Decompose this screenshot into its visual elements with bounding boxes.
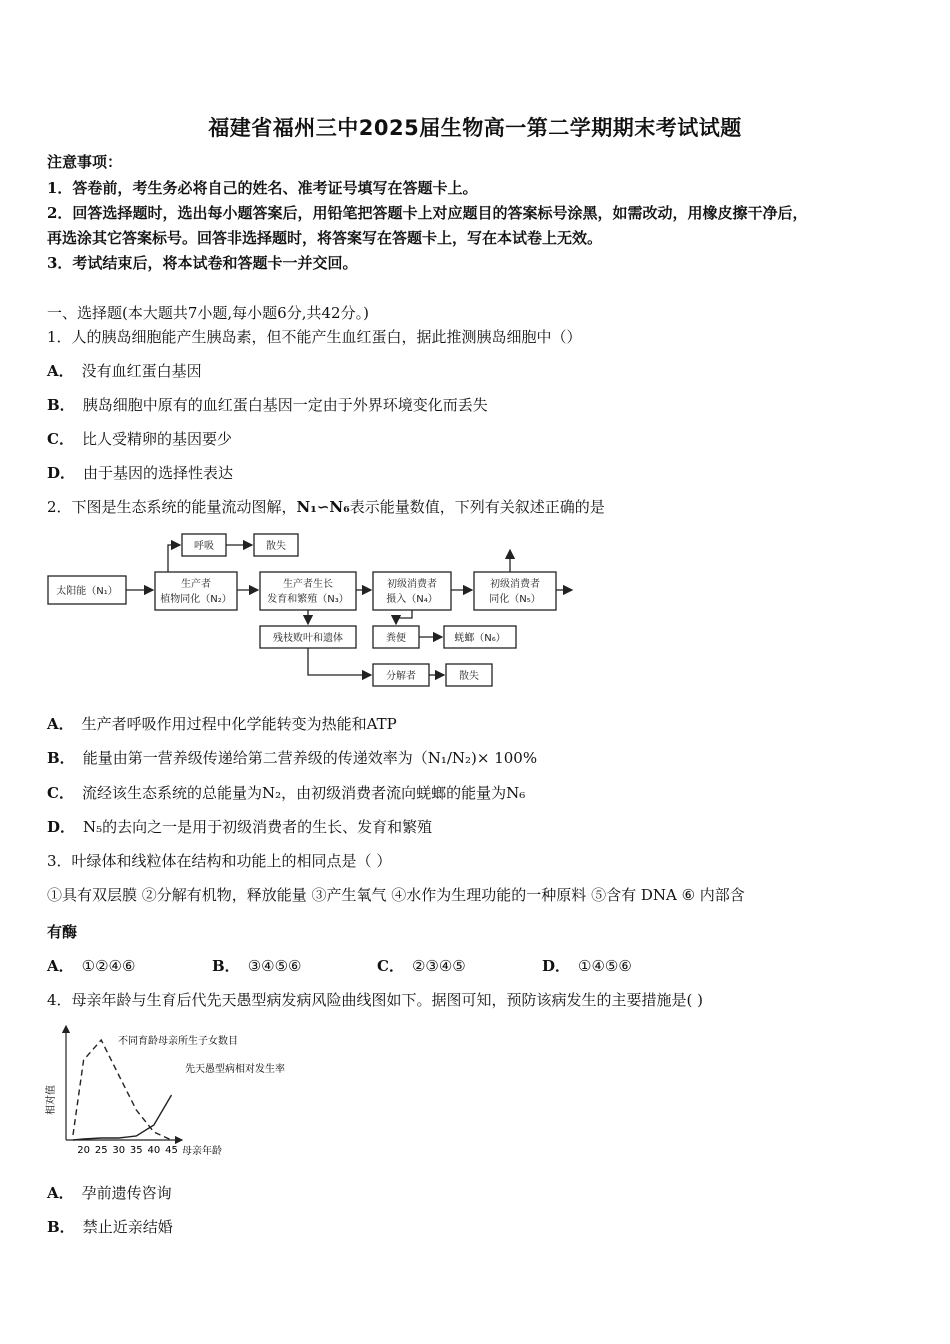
option-key: C．	[47, 430, 74, 448]
label-intake-2: 摄入（N₄）	[386, 594, 438, 605]
option-text: 比人受精卵的基因要少	[81, 430, 232, 448]
option-text: 生产者呼吸作用过程中化学能转变为热能和ATP	[81, 715, 397, 733]
q4-option-b[interactable]	[47, 1217, 173, 1237]
q3-option-a[interactable]	[47, 956, 135, 976]
option-text: ①④⑤⑥	[578, 957, 632, 975]
q4-option-a[interactable]	[47, 1183, 172, 1203]
option-text: 能量由第一营养级传递给第二营养级的传递效率为（N₁/N₂)× 100%	[82, 749, 538, 767]
option-key: A．	[47, 957, 74, 975]
label-producer-2: 植物同化（N₂）	[160, 594, 232, 605]
question-3-stem: 3．叶绿体和线粒体在结构和功能上的相同点是（ ）	[47, 852, 392, 870]
label-decomposer: 分解者	[386, 671, 416, 682]
q2-option-b[interactable]	[47, 748, 537, 768]
option-key: B．	[212, 957, 240, 975]
q3-option-d[interactable]	[542, 956, 632, 976]
page-title: 福建省福州三中2025届生物高一第二学期期末考试试题	[208, 116, 742, 140]
label-producer-1: 生产者	[181, 579, 211, 590]
q3-option-b[interactable]	[212, 956, 301, 976]
q2-option-c[interactable]	[47, 783, 525, 803]
series-label-births: 不同育龄母亲所生子女数目	[118, 1036, 238, 1047]
stem-part: 2．下图是生态系统的能量流动图解，	[47, 498, 297, 516]
question-1-stem: 1．人的胰岛细胞能产生胰岛素，但不能产生血红蛋白，据此推测胰岛细胞中（）	[47, 328, 582, 346]
q1-option-d[interactable]	[47, 463, 233, 483]
notice-item: 3．考试结束后，将本试卷和答题卡一并交回。	[47, 254, 358, 272]
label-dung-beetle: 蜣螂（N₆）	[454, 633, 506, 644]
label-dissipate-2: 散失	[459, 671, 479, 682]
q3-option-c[interactable]	[377, 956, 466, 976]
q1-option-c[interactable]	[47, 429, 232, 449]
option-key: C．	[47, 784, 74, 802]
q2-option-a[interactable]	[47, 714, 397, 734]
option-key: A．	[47, 715, 74, 733]
label-sun: 太阳能（N₁）	[56, 586, 118, 597]
stem-symbol: N₁∽N₆	[296, 498, 350, 516]
option-text: ③④⑤⑥	[247, 957, 302, 975]
y-axis-label: 相对值	[46, 1085, 57, 1115]
option-text: 流经该生态系统的总能量为N₂，由初级消费者流向蜣螂的能量为N₆	[81, 784, 526, 802]
label-dissipate-1: 散失	[266, 541, 286, 552]
option-key: D．	[47, 818, 76, 836]
label-assim-1: 初级消费者	[490, 579, 540, 590]
option-key: D．	[542, 957, 571, 975]
question-2-stem	[47, 497, 605, 517]
option-text: 没有血红蛋白基因	[81, 362, 202, 380]
q3-items-cont: 有酶	[47, 923, 78, 941]
option-key: A．	[47, 1184, 74, 1202]
label-residue: 残枝败叶和遗体	[273, 633, 343, 644]
notice-heading: 注意事项：	[47, 153, 123, 171]
section-heading: 一、选择题(本大题共7小题,每小题6分,共42分。)	[47, 304, 369, 322]
option-key: C．	[377, 957, 404, 975]
x-tick-label: 30	[112, 1145, 126, 1156]
label-assim-2: 同化（N₅）	[489, 594, 541, 605]
option-key: D．	[47, 464, 76, 482]
label-growth-1: 生产者生长	[283, 579, 333, 590]
label-feces: 粪便	[386, 633, 406, 644]
x-tick-label: 20	[77, 1145, 90, 1156]
q1-option-b[interactable]	[47, 395, 488, 415]
x-tick-label: 45	[165, 1145, 178, 1156]
option-text: ①②④⑥	[81, 957, 136, 975]
x-tick-label: 40	[147, 1145, 161, 1156]
series-label-rate: 先天愚型病相对发生率	[185, 1064, 285, 1075]
option-key: A．	[47, 362, 74, 380]
label-intake-1: 初级消费者	[387, 579, 437, 590]
option-text: N₅的去向之一是用于初级消费者的生长、发育和繁殖	[83, 818, 433, 836]
notice-item: 再选涂其它答案标号。回答非选择题时，将答案写在答题卡上，写在本试卷上无效。	[47, 229, 603, 247]
x-axis-label: 母亲年龄	[182, 1146, 222, 1157]
x-tick-label: 35	[129, 1145, 143, 1156]
stem-part: 表示能量数值，下列有关叙述正确的是	[349, 498, 605, 516]
option-text: 孕前遗传咨询	[81, 1184, 172, 1202]
series-mother-births	[73, 1040, 172, 1140]
notice-item: 2．回答选择题时，选出每小题答案后，用铅笔把答题卡上对应题目的答案标号涂黑，如需改动，用橡皮擦干净后，	[47, 204, 808, 222]
maternal-age-chart	[40, 1020, 320, 1165]
option-text: 胰岛细胞中原有的血红蛋白基因一定由于外界环境变化而丢失	[82, 396, 488, 414]
label-respiration: 呼吸	[194, 541, 214, 552]
q1-option-a[interactable]	[47, 361, 202, 381]
option-key: B．	[47, 1218, 75, 1236]
option-text: 由于基因的选择性表达	[83, 464, 234, 482]
label-growth-2: 发育和繁殖（N₃）	[267, 594, 349, 605]
x-tick-label: 25	[94, 1145, 108, 1156]
notice-item: 1．答卷前，考生务必将自己的姓名、准考证号填写在答题卡上。	[47, 179, 478, 197]
option-key: B．	[47, 749, 75, 767]
q3-items: ①具有双层膜 ②分解有机物，释放能量 ③产生氧气 ④水作为生理功能的一种原料 ⑤含有 DNA ⑥ 内部含	[47, 886, 745, 904]
option-text: 禁止近亲结婚	[82, 1218, 173, 1236]
question-4-stem: 4．母亲年龄与生育后代先天愚型病发病风险曲线图如下。据图可知，预防该病发生的主要措施是( )	[47, 991, 704, 1009]
option-key: B．	[47, 396, 75, 414]
energy-flow-diagram	[40, 528, 580, 693]
q2-option-d[interactable]	[47, 817, 432, 837]
option-text: ②③④⑤	[411, 957, 466, 975]
